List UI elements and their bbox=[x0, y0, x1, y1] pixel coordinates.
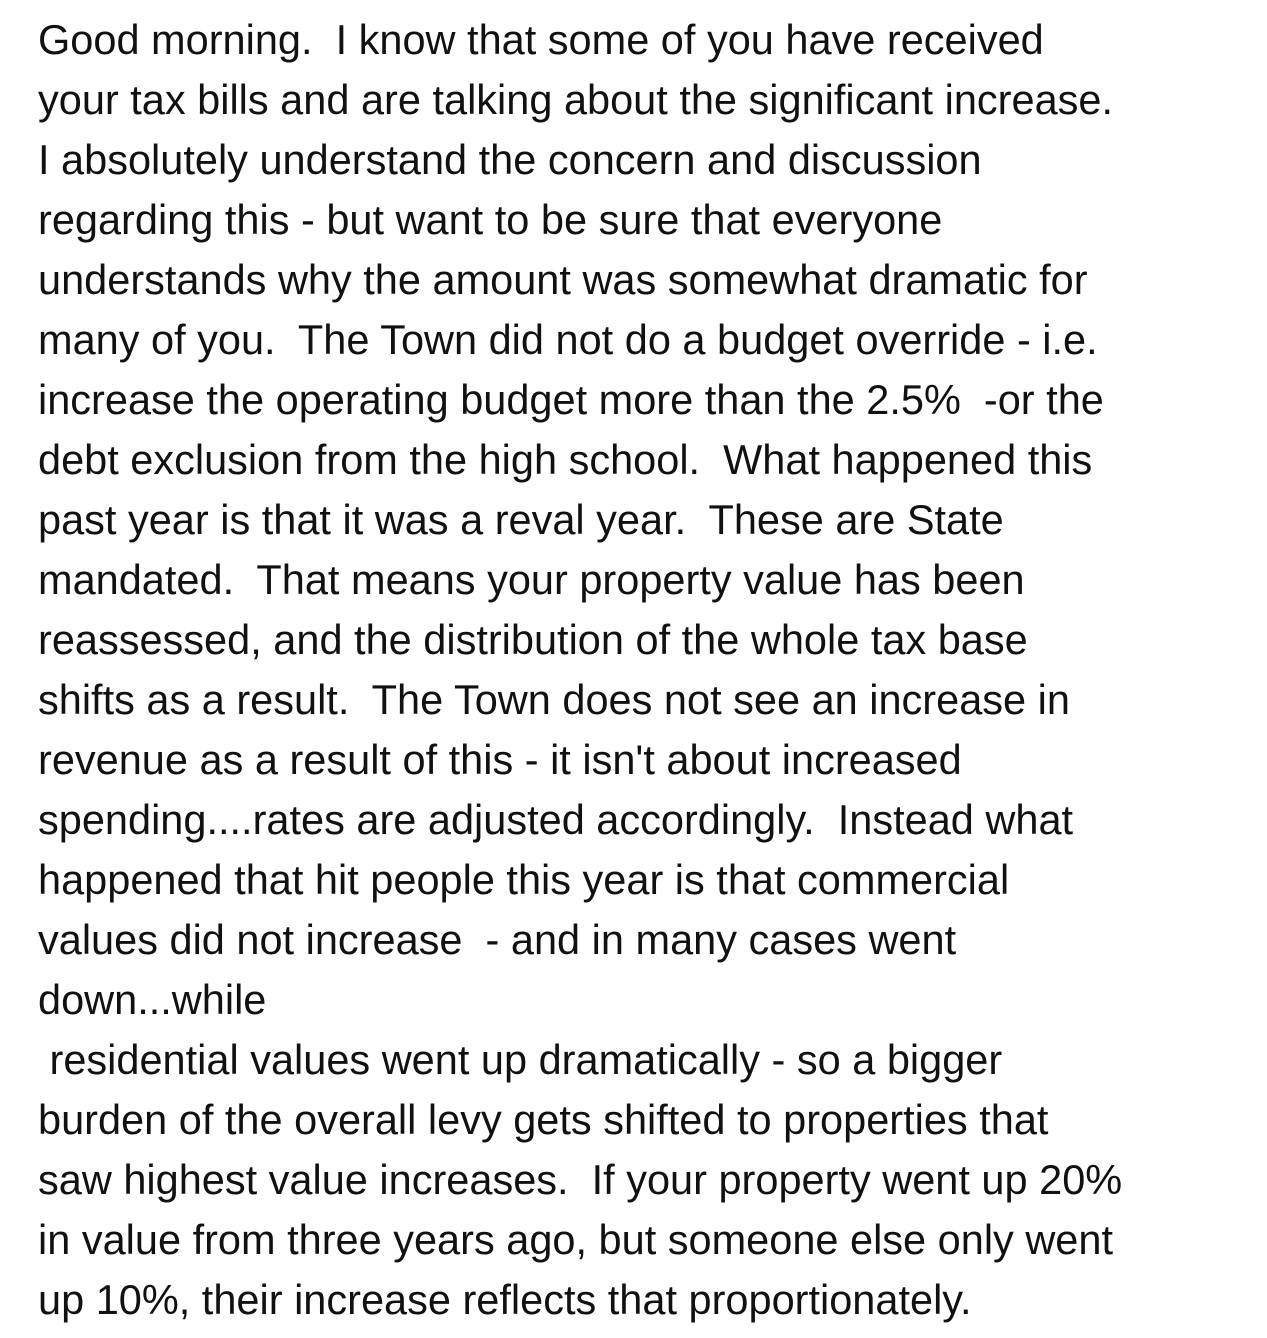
post-line: shifts as a result. The Town does not see an increase in bbox=[38, 676, 1070, 723]
post-line: down...while bbox=[38, 976, 267, 1023]
post-line: saw highest value increases. If your property went up 20% bbox=[38, 1156, 1123, 1203]
post-line: happened that hit people this year is that commercial bbox=[38, 856, 1010, 903]
post-line: I absolutely understand the concern and discussion bbox=[38, 136, 982, 183]
post-line: revenue as a result of this - it isn't about increased bbox=[38, 736, 962, 783]
post-line: mandated. That means your property value has been bbox=[38, 556, 1025, 603]
post-line: up 10%, their increase reflects that proportionately. bbox=[38, 1276, 972, 1323]
post-line: your tax bills and are talking about the significant increase. bbox=[38, 76, 1114, 123]
post-line: many of you. The Town did not do a budget override - i.e. bbox=[38, 316, 1098, 363]
post-line: in value from three years ago, but someone else only went bbox=[38, 1216, 1113, 1263]
post-line: values did not increase - and in many cases went bbox=[38, 916, 957, 963]
post-line: residential values went up dramatically - so a bigger bbox=[38, 1036, 1003, 1083]
post-line: debt exclusion from the high school. What happened this bbox=[38, 436, 1093, 483]
post-line: increase the operating budget more than the 2.5% -or the bbox=[38, 376, 1104, 423]
post-line: spending....rates are adjusted accordingly. Instead what bbox=[38, 796, 1074, 843]
post-line: past year is that it was a reval year. These are State bbox=[38, 496, 1004, 543]
post-text bbox=[38, 10, 1263, 1330]
post-line: regarding this - but want to be sure that everyone bbox=[38, 196, 943, 243]
post-line: burden of the overall levy gets shifted to properties that bbox=[38, 1096, 1049, 1143]
post-line: understands why the amount was somewhat dramatic for bbox=[38, 256, 1088, 303]
post-line: Good morning. I know that some of you have received bbox=[38, 16, 1044, 63]
post-line: reassessed, and the distribution of the whole tax base bbox=[38, 616, 1028, 663]
